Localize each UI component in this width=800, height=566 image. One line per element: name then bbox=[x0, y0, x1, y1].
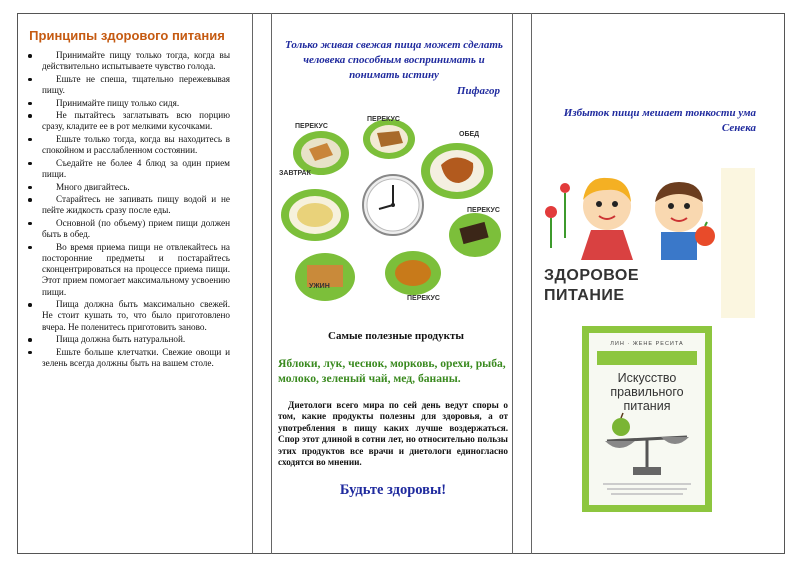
list-item: Много двигайтесь. bbox=[24, 182, 230, 193]
scales-icon bbox=[589, 333, 705, 505]
column-divider bbox=[252, 13, 253, 554]
list-item: Принимайте пищу только тогда, когда вы действительно испытываете чувство голода. bbox=[24, 50, 230, 72]
banner-title: ЗДОРОВОЕ ПИТАНИЕ bbox=[544, 267, 640, 304]
list-item: Пища должна быть натуральной. bbox=[24, 334, 230, 345]
seneca-quote-block bbox=[560, 106, 756, 136]
pythagoras-quote: Только живая свежая пища может сделать человека способным воспринимать и понимать истину bbox=[285, 39, 503, 81]
pythagoras-quote-block bbox=[280, 38, 508, 97]
dietologists-paragraph: Диетологи всего мира по сей день ведут споры о том, какие продукты полезны для здоровья, а от употребления в пищу каких лучше воздержаться. Спор этот длиной в сотни лет, но относительно пользы этих продуктов все врачи и диетологи единогласно сходятся во мнении. bbox=[278, 400, 508, 468]
list-item: Принимайте пищу только сидя. bbox=[24, 98, 230, 109]
closing-wish: Будьте здоровы! bbox=[339, 482, 447, 499]
seneca-quote: Избыток пищи мешает тонкости ума bbox=[563, 107, 756, 119]
seneca-author: Сенека bbox=[721, 122, 756, 134]
list-item: Не пытайтесь заглатывать всю порцию сразу, кладите ее в рот мелкими кусочками. bbox=[24, 110, 230, 132]
list-item: Ешьте не спеша, тщательно пережевывая пищу. bbox=[24, 74, 230, 96]
column-divider bbox=[271, 13, 272, 554]
meal-label-snack: ПЕРЕКУС bbox=[367, 116, 400, 123]
principles-title: Принципы здорового питания bbox=[29, 28, 225, 43]
meal-label-snack: ПЕРЕКУС bbox=[467, 207, 500, 214]
column-divider bbox=[531, 13, 532, 554]
column-divider bbox=[512, 13, 513, 554]
list-item: Ешьте только тогда, когда вы находитесь в спокойном и расслабленном состоянии. bbox=[24, 134, 230, 156]
meal-label-dinner: УЖИН bbox=[309, 283, 330, 290]
meal-label-snack: ПЕРЕКУС bbox=[295, 123, 328, 130]
products-title: Самые полезные продукты bbox=[328, 330, 464, 342]
book-cover-inner bbox=[589, 333, 705, 505]
list-item: Пища должна быть максимально свежей. Не стоит кушать то, что было приготовлено вчера. Не поленитесь приготовить заново. bbox=[24, 299, 230, 333]
principles-column bbox=[24, 28, 230, 371]
book-title: Искусство правильного питания bbox=[610, 371, 684, 413]
book-author: ЛИН · ЖЕНЕ РЕСИТА bbox=[610, 341, 684, 347]
products-block bbox=[278, 330, 508, 499]
list-item: Ешьте больше клетчатки. Свежие овощи и зелень всегда должны быть на вашем столе. bbox=[24, 347, 230, 369]
meal-label-snack: ПЕРЕКУС bbox=[407, 295, 440, 302]
list-item: Основной (по объему) прием пищи должен быть в обед. bbox=[24, 218, 230, 240]
principles-list bbox=[24, 50, 230, 369]
meal-label-lunch: ОБЕД bbox=[459, 131, 480, 138]
book-cover bbox=[582, 326, 712, 512]
products-list: Яблоки, лук, чеснок, морковь, орехи, рыба, молоко, зеленый чай, мед, бананы. bbox=[278, 357, 506, 385]
healthy-eating-banner bbox=[537, 168, 755, 318]
meal-label-breakfast: ЗАВТРАК bbox=[279, 170, 311, 177]
meal-schedule-illustration bbox=[277, 113, 507, 310]
list-item: Во время приема пищи не отвлекайтесь на посторонние предметы и постарайтесь сконцентрироваться на процессе приема пищи. Этот прием помогает максимальному усвоению пищи. bbox=[24, 242, 230, 298]
list-item: Съедайте не более 4 блюд за один прием пищи. bbox=[24, 158, 230, 180]
list-item: Старайтесь не запивать пищу водой и не пейте жидкость сразу после еды. bbox=[24, 194, 230, 216]
pythagoras-author: Пифагор bbox=[456, 85, 500, 97]
